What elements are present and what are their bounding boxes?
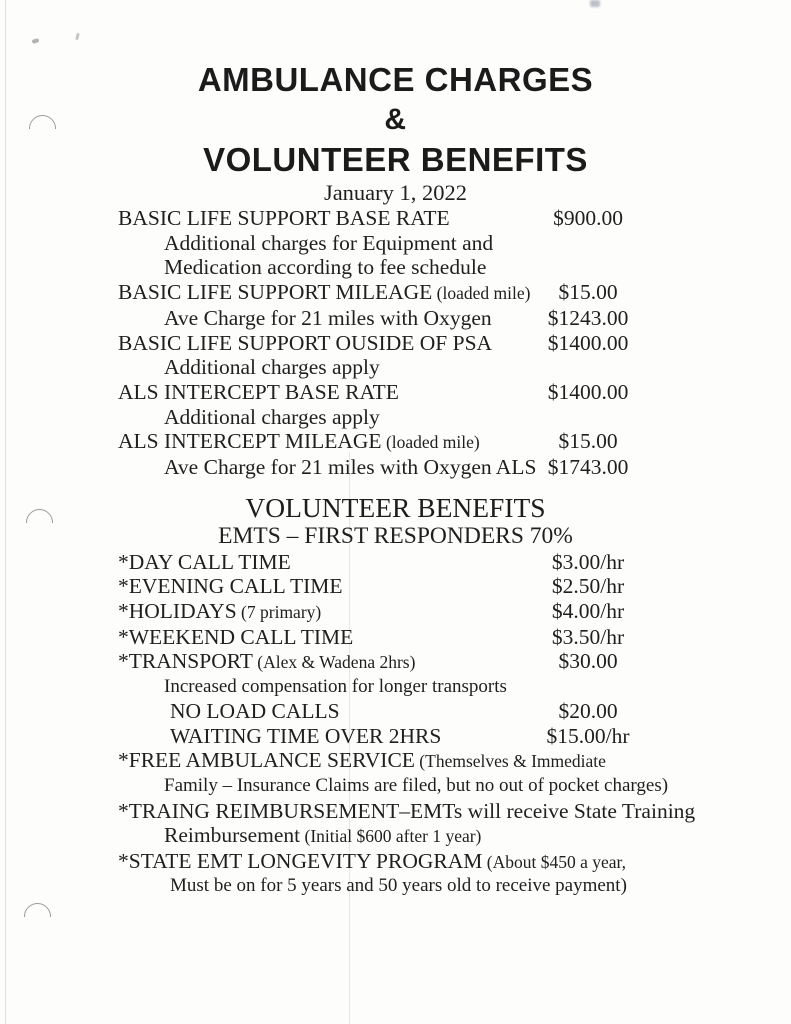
document-title-ampersand: & [384, 103, 407, 136]
benefit-label: *TRAING REIMBURSEMENT–EMTs will receive State Training [118, 798, 696, 823]
charge-price: $15.00 [558, 429, 618, 454]
charge-row [118, 280, 791, 306]
benefit-label: Increased compensation for longer transports [164, 675, 507, 697]
benefit-label: *WEEKEND CALL TIME [118, 624, 354, 649]
charge-note: (loaded mile) [381, 432, 480, 453]
benefit-row [118, 724, 791, 749]
charge-row [118, 429, 791, 455]
benefit-price: $15.00/hr [546, 723, 630, 748]
charge-label: Additional charges apply [164, 404, 380, 429]
benefit-row [118, 675, 791, 700]
benefit-row [118, 574, 791, 599]
charge-row [118, 455, 791, 480]
benefit-note: (Themselves & Immediate [414, 751, 606, 772]
charge-label: Additional charges for Equipment and [164, 230, 494, 255]
benefit-label: *STATE EMT LONGEVITY PROGRAM [118, 848, 483, 873]
charge-price: $1400.00 [547, 379, 629, 404]
document-title-line-2: VOLUNTEER BENEFITS [203, 141, 588, 178]
charge-row [118, 231, 791, 256]
charge-label: BASIC LIFE SUPPORT OUSIDE OF PSA [118, 330, 493, 355]
benefit-label: *HOLIDAYS [118, 598, 237, 623]
charge-label: BASIC LIFE SUPPORT MILEAGE [118, 280, 433, 305]
charge-price: $15.00 [558, 280, 618, 305]
charge-row [118, 306, 791, 331]
benefit-row [118, 625, 791, 650]
benefit-row [118, 550, 791, 575]
charge-price: $1400.00 [547, 330, 629, 355]
charge-label: BASIC LIFE SUPPORT BASE RATE [118, 206, 450, 230]
benefit-label: Family – Insurance Claims are filed, but no out of pocket charges) [164, 775, 669, 797]
benefit-note: (Initial $600 after 1 year) [300, 826, 482, 847]
charges-table [0, 206, 791, 480]
charge-price: $1243.00 [547, 305, 629, 330]
benefit-note: (7 primary) [236, 601, 322, 622]
document-title [0, 60, 791, 180]
charge-row [118, 405, 791, 430]
document-title-line-1: AMBULANCE CHARGES [197, 61, 594, 98]
benefit-price: $30.00 [558, 649, 618, 674]
benefit-row [118, 799, 791, 824]
charge-label: ALS INTERCEPT MILEAGE [118, 429, 382, 454]
benefit-row [118, 649, 791, 675]
benefit-note: (Alex & Wadena 2hrs) [252, 652, 416, 673]
benefit-price: $3.50/hr [551, 624, 625, 649]
charge-label: Medication according to fee schedule [164, 255, 487, 280]
charge-row [118, 255, 791, 280]
benefit-row [118, 874, 791, 899]
benefit-row [118, 849, 791, 875]
benefit-row [118, 748, 791, 774]
charge-label: Additional charges apply [164, 355, 380, 380]
benefit-label: *EVENING CALL TIME [118, 574, 343, 599]
charge-price: $900.00 [553, 206, 623, 230]
charge-label: Ave Charge for 21 miles with Oxygen [164, 305, 492, 330]
benefits-table [0, 550, 791, 899]
charge-note: (loaded mile) [432, 283, 531, 304]
document-date: January 1, 2022 [323, 180, 468, 205]
charge-row [118, 206, 791, 231]
benefit-row [118, 699, 791, 724]
benefit-label: NO LOAD CALLS [170, 699, 340, 724]
charge-row [118, 331, 791, 356]
benefit-price: $20.00 [558, 699, 618, 724]
benefit-row [118, 599, 791, 625]
charge-label: Ave Charge for 21 miles with Oxygen ALS [164, 455, 537, 480]
benefit-price: $4.00/hr [551, 598, 625, 623]
charge-row [118, 380, 791, 405]
benefit-label: *FREE AMBULANCE SERVICE [118, 748, 415, 773]
benefit-price: $2.50/hr [551, 574, 625, 599]
benefit-price: $3.00/hr [551, 549, 625, 574]
charge-label: ALS INTERCEPT BASE RATE [118, 379, 399, 404]
benefit-label: *DAY CALL TIME [118, 549, 291, 574]
hole-punch-mark [23, 902, 53, 917]
benefit-label: Must be on for 5 years and 50 years old to receive payment) [170, 875, 627, 897]
benefits-heading: VOLUNTEER BENEFITS [245, 491, 546, 523]
benefit-label: Reimbursement [164, 823, 301, 848]
charge-price: $1743.00 [547, 455, 629, 480]
benefit-row [118, 823, 791, 849]
benefits-subheading: EMTS – FIRST RESPONDERS 70% [218, 522, 573, 549]
benefit-label: WAITING TIME OVER 2HRS [170, 723, 442, 748]
benefit-label: *TRANSPORT [118, 649, 253, 674]
benefit-row [118, 774, 791, 799]
charge-row [118, 355, 791, 380]
benefit-note: (About $450 a year, [482, 851, 627, 872]
